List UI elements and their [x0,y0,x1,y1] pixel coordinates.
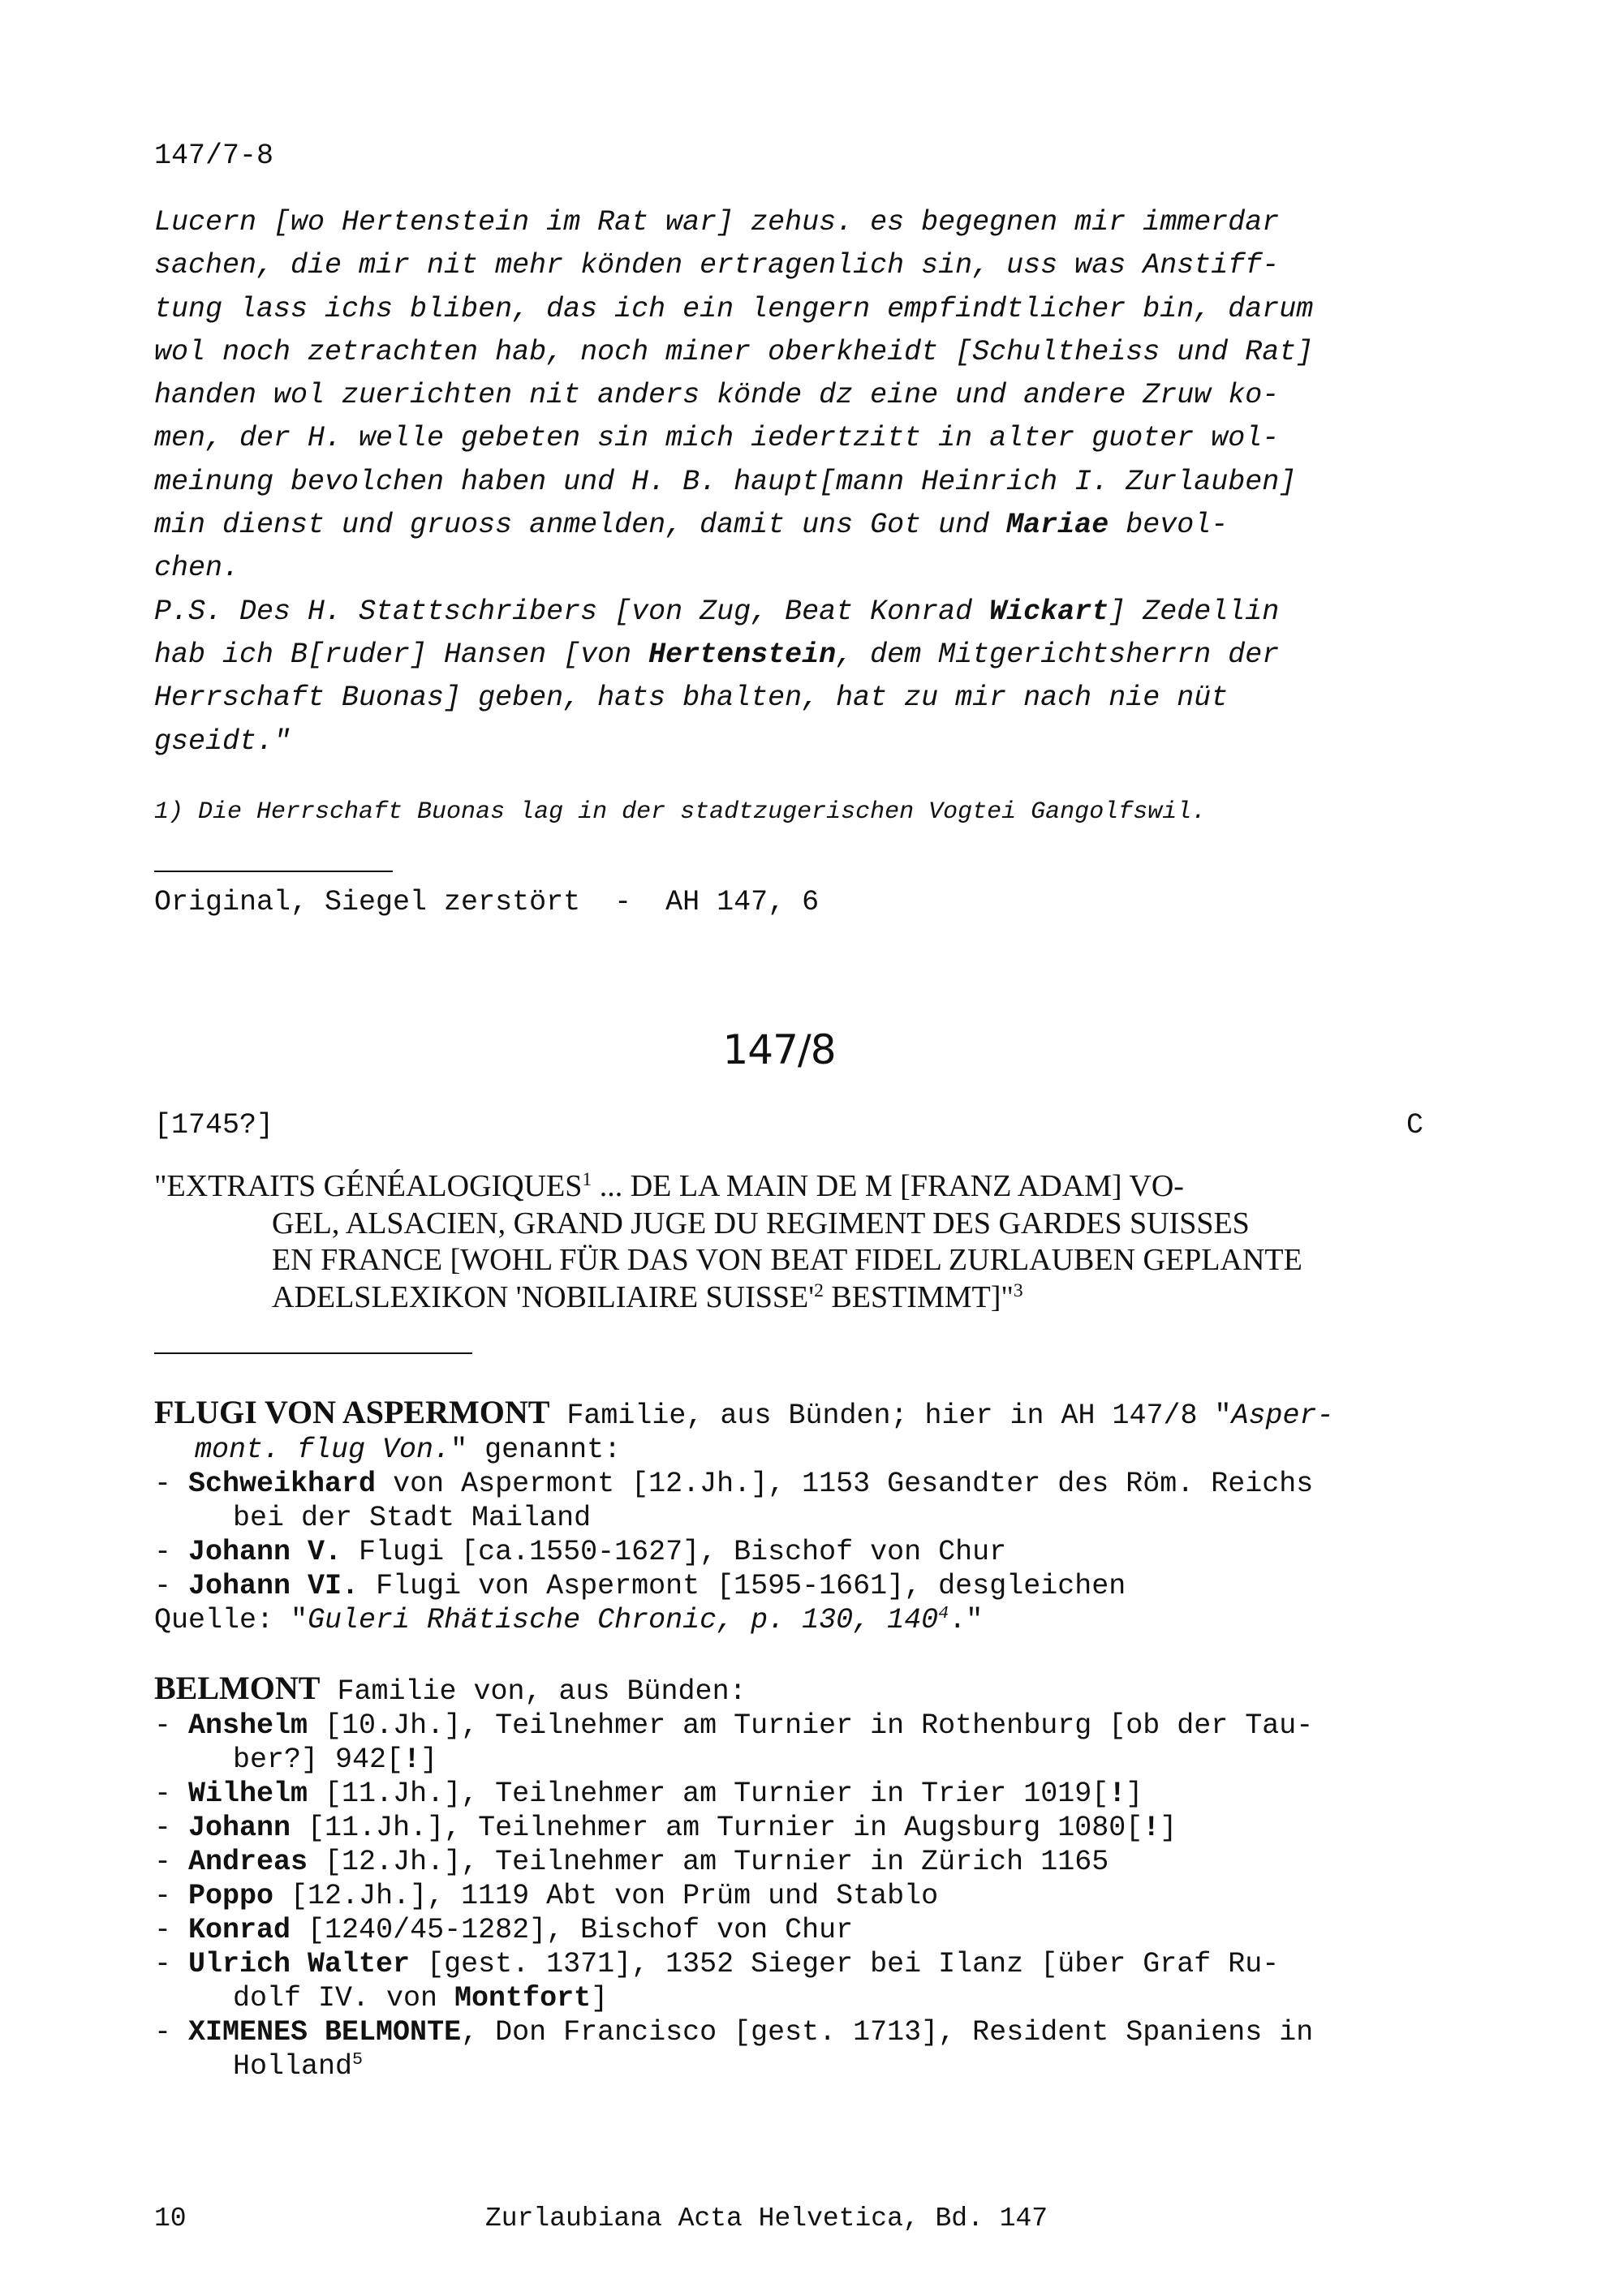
entry-heading: FLUGI VON ASPERMONT Familie, aus Bünden; hier in AH 147/8 "Asper- [154,1394,1334,1432]
text-line: chen. [154,552,240,585]
list-item: - Johann VI. Flugi von Aspermont [1595-1661], desgleichen [154,1570,1126,1602]
name-wickart: Wickart [989,595,1109,628]
list-item: - Johann [11.Jh.], Teilnehmer am Turnier in Augsburg 1080[!] [154,1812,1177,1844]
title-line: ADELSLEXIKON 'NOBILIAIRE $SUISSE'^2$ BESTIMMT]"$^3$ [272,1279,1023,1314]
text-line: Herrschaft Buonas] geben, hats bhalten, hat zu mir nach nie nüt [154,681,1229,715]
text-line: Lucern [wo Hertenstein im Rat war] zehus. es begegnen mir immerdar [154,206,1280,239]
text-line: min dienst und gruoss anmelden, damit uns Got und Mariae bevol- [154,509,1229,542]
title-line: EN FRANCE [WOHL FÜR DAS VON BEAT FIDEL ZURLAUBEN GEPLANTE [272,1243,1302,1277]
list-item: - Anshelm [10.Jh.], Teilnehmer am Turnier in Rothenburg [ob der Tau- [154,1709,1314,1742]
list-item-cont: dolf IV. von Montfort] [233,1982,609,2014]
entry-source: Quelle: "Guleri Rhätische Chronic, p. 130, $140^4$." [154,1603,984,1636]
list-item: - Konrad [1240/45-1282], Bischof von Chur [154,1914,854,1946]
letter-continuation [154,201,1420,763]
entry-heading: BELMONT Familie von, aus Bünden: [154,1670,747,1708]
list-item: - Schweikhard von Aspermont [12.Jh.], 1153 Gesandter des Röm. Reichs [154,1468,1314,1500]
name-mariae: Mariae [1006,509,1109,542]
source-note: Original, Siegel zerstört - AH 147, 6 [154,886,820,918]
footnote-ref: 2 [814,1279,824,1301]
text-line: wol noch zetrachten hab, noch miner oberkheidt [Schultheiss und Rat] [154,335,1314,368]
entry-heading-cont: mont. flug Von." genannt: [195,1434,622,1466]
text-line: hab ich B[ruder] Hansen [von Hertenstein, dem Mitgerichtsherrn der [154,638,1280,671]
footnote: 1) Die Herrschaft Buonas lag in der stadtzugerischen Vogtei Gangolfswil. [154,798,1207,826]
classification-letter: C [1406,1109,1424,1142]
footnote-ref: 3 [1013,1279,1023,1301]
text-line: sachen, die mir nit mehr könden ertragenlich sin, uss was Anstiff- [154,249,1280,282]
title-line: GEL, ALSACIEN, GRAND JUGE DU REGIMENT DES GARDES SUISSES [272,1206,1250,1240]
document-title [154,1168,1420,1316]
list-item-cont: bei der Stadt Mailand [233,1502,592,1534]
text-line: tung lass ichs bliben, das ich ein lengern empfindtlicher bin, darum [154,292,1314,325]
text-line: meinung bevolchen haben und H. B. haupt[mann Heinrich I. Zurlauben] [154,465,1297,498]
list-item: - Andreas [12.Jh.], Teilnehmer am Turnier in Zürich 1165 [154,1846,1109,1878]
document-date: [1745?] [154,1109,274,1142]
title-line: "EXTRAITS GÉNÉALOGIQUES$^1$ ... DE LA MAIN DE M [FRANZ ADAM] VO- [154,1169,1184,1203]
text-line: handen wol zuerichten nit anders könde dz eine und andere Zruw ko- [154,379,1280,412]
list-item: - Wilhelm [11.Jh.], Teilnehmer am Turnier in Trier 1019[!] [154,1778,1143,1810]
family-name: FLUGI VON ASPERMONT [154,1394,550,1430]
text-line: men, der H. welle gebeten sin mich iedertzitt in alter guoter wol- [154,422,1280,455]
document-number: 147/8 [722,1026,836,1073]
running-footer: Zurlaubiana Acta Helvetica, Bd. 147 [485,2204,1048,2234]
text-line: gseidt." [154,724,291,758]
spacer [154,1637,1420,1671]
name-hertenstein: Hertenstein [648,638,837,671]
page-reference: 147/7-8 [154,140,274,172]
list-item: - Johann V. Flugi [ca.1550-1627], Bischof von Chur [154,1536,1007,1568]
list-item: - XIMENES BELMONTE, Don Francisco [gest. 1713], Resident Spaniens in [154,2016,1314,2049]
list-item: - Poppo [12.Jh.], 1119 Abt von Prüm und Stablo [154,1880,939,1912]
page-number: 10 [154,2204,187,2234]
family-name: BELMONT [154,1670,321,1706]
footnote-ref: 1 [582,1169,592,1191]
list-item-cont: ber?] 942[!] [233,1743,438,1776]
text-line: P.S. Des H. Stattschribers [von Zug, Beat Konrad Wickart] Zedellin [154,595,1280,628]
divider [154,871,393,872]
genealogy-entries [154,1395,1420,2083]
divider [154,1352,472,1354]
list-item: - Ulrich Walter [gest. 1371], 1352 Sieger bei Ilanz [über Graf Ru- [154,1948,1280,1980]
list-item-cont: Holland$^5$ [233,2049,364,2083]
